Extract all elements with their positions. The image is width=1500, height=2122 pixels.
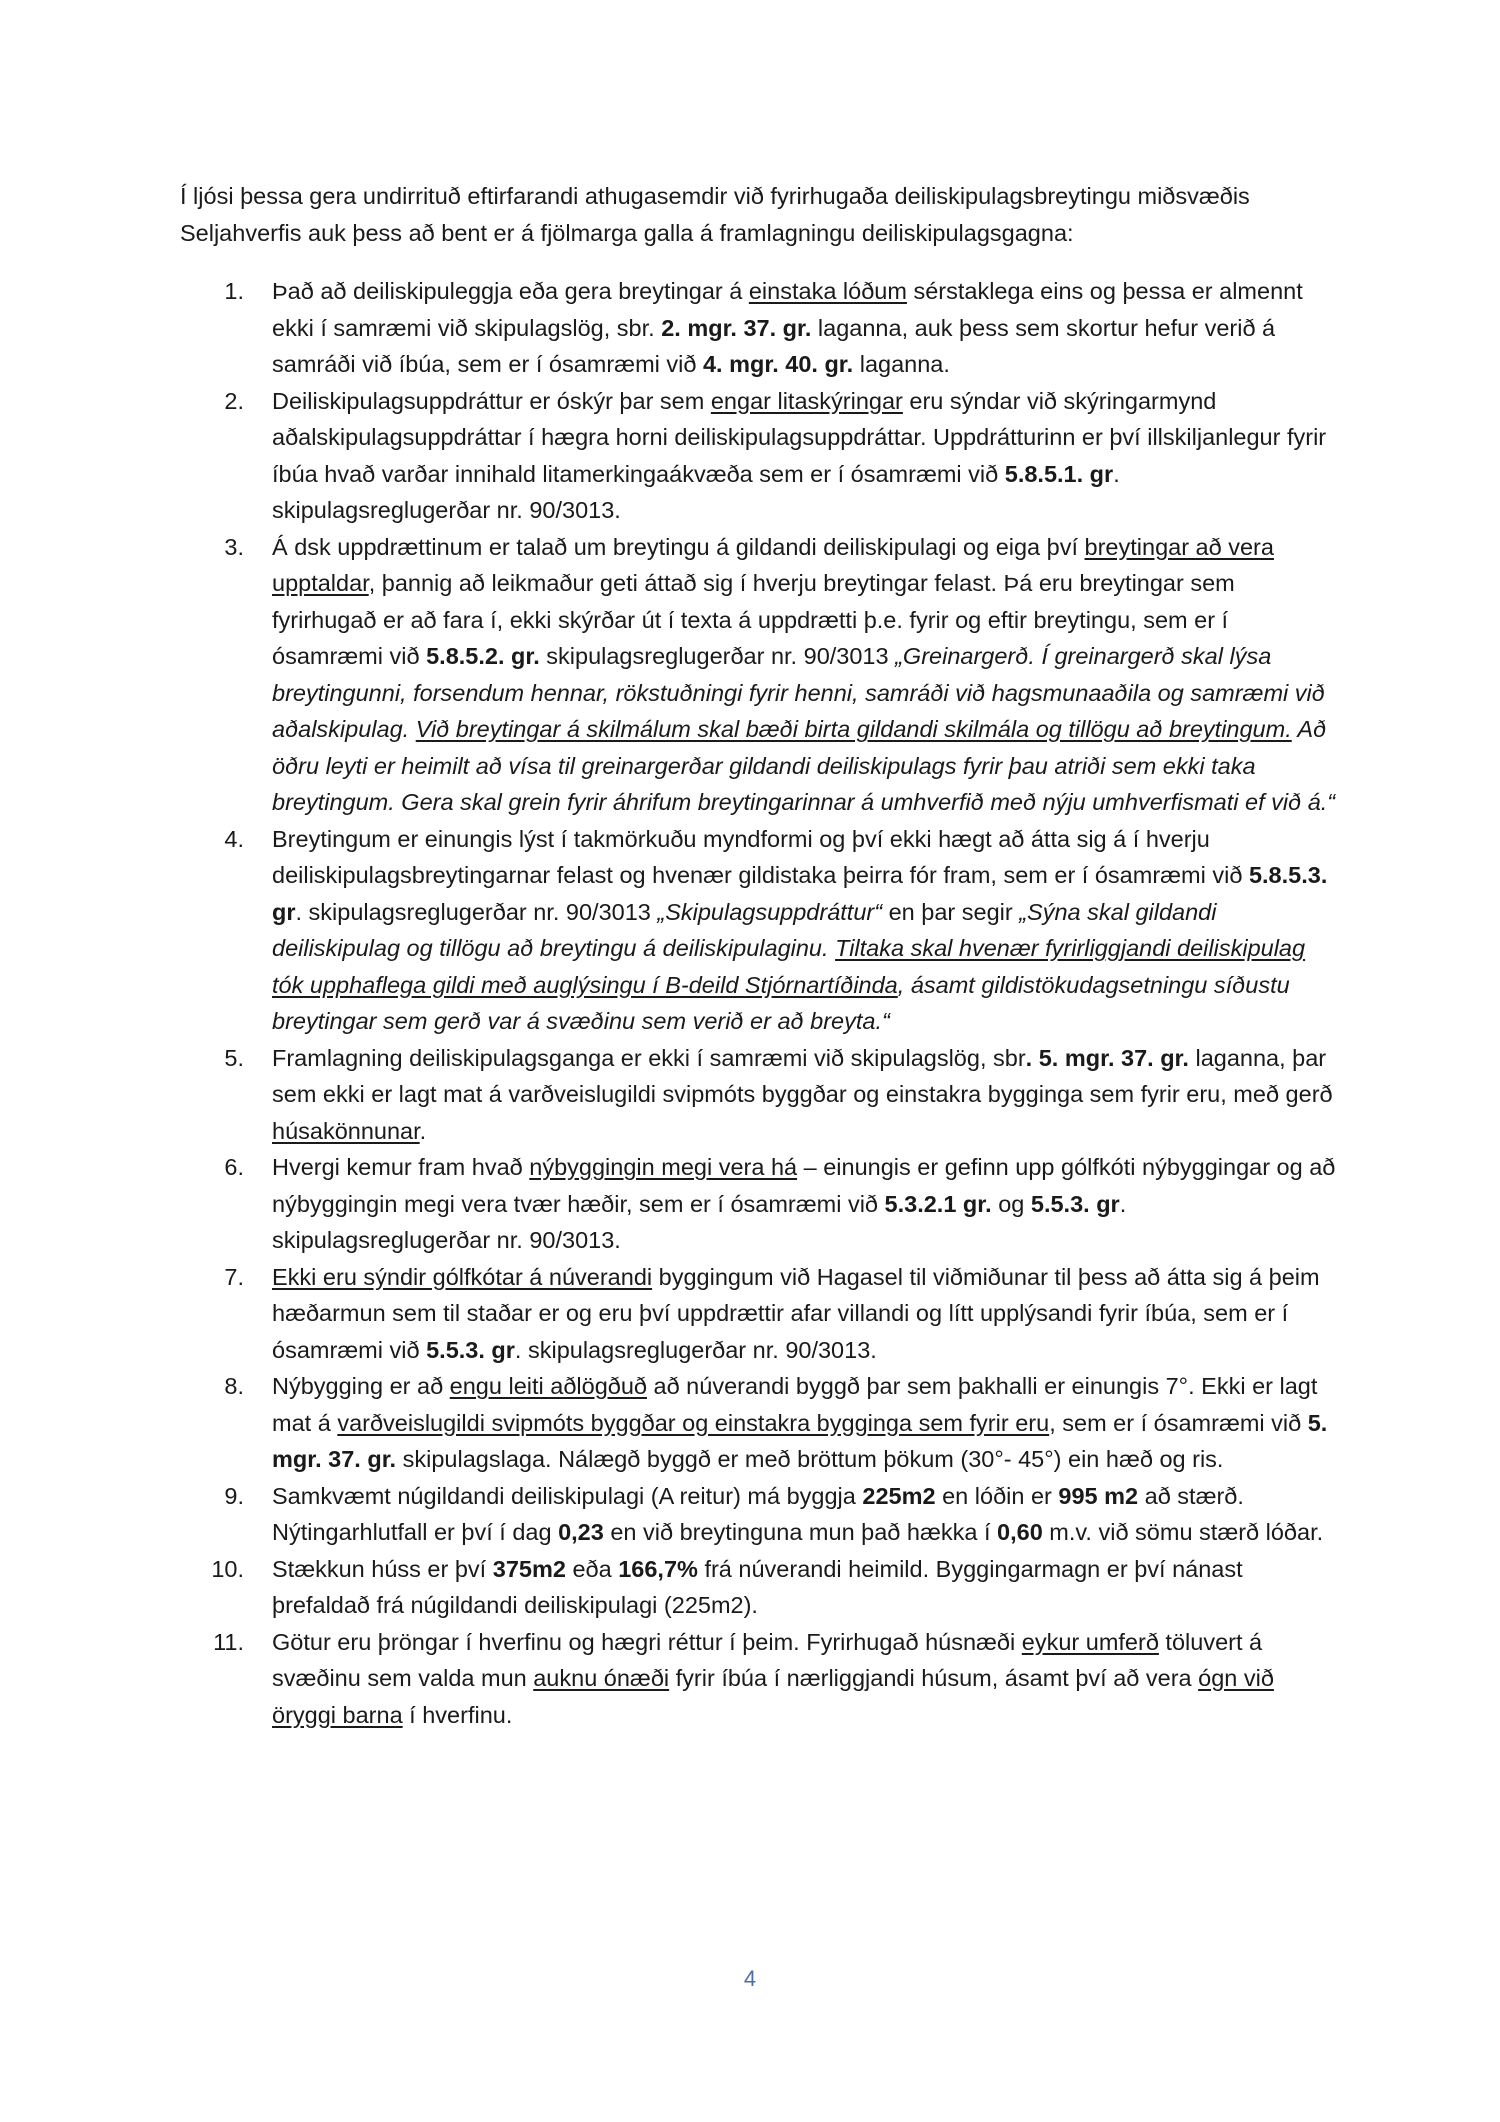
list-item-text: en þar segir <box>882 898 1020 925</box>
list-item-text: 5.5.3. gr <box>426 1336 515 1363</box>
list-item-text: eru sýndar við skýringarmynd aðalskipulagsuppdráttar í hægra horni deiliskipulagsuppdráttar. Uppdrátturinn er því illskiljanlegur fyrir íbúa hvað varðar innihald litamerkingaákvæða sem er í ósamræmi við <box>272 387 1327 487</box>
list-item-text: Það að deiliskipuleggja eða gera breytingar á <box>272 278 749 304</box>
objections-list <box>180 273 1340 1733</box>
list-item-text: ógn við öryggi barna <box>272 1665 1274 1728</box>
list-item-text: í hverfinu. <box>402 1701 513 1728</box>
list-item-text: en við breytinguna mun það hækka í <box>603 1519 998 1545</box>
list-item-text: 2. mgr. 37. gr. <box>661 314 812 341</box>
list-item-text: og <box>991 1190 1031 1217</box>
list-item <box>180 821 1340 1040</box>
list-item <box>180 1624 1340 1734</box>
list-item-text: nýbyggingin megi vera há <box>529 1154 798 1180</box>
list-item-text: varðveislugildi svipmóts byggðar og einstakra bygginga sem fyrir eru <box>337 1409 1050 1436</box>
list-item-text: , þannig að leikmaður geti áttað sig í hverju breytingar felast. Þá eru breytingar sem fyrirhugað er að fara í, ekki skýrðar út í texta á uppdrætti þ.e. fyrir og eftir breytingu, sem er í ósamræmi við <box>272 570 1235 669</box>
list-item-number: 7. <box>224 1263 244 1290</box>
list-item-number: 10. <box>211 1555 244 1582</box>
list-item-text: . skipulagsreglugerðar nr. 90/3013 <box>295 898 658 925</box>
list-item-text: „Sýna skal gildandi deiliskipulag og tillögu að breytingu á deiliskipulaginu. <box>272 898 1217 961</box>
list-item-text: að núverandi byggð þar sem þakhalli er einungis 7°. Ekki er lagt mat á <box>272 1373 1318 1436</box>
list-item-text: Stækkun húss er því <box>272 1555 493 1582</box>
list-item-text: 5.8.5.1. gr <box>1004 460 1114 487</box>
list-item-text: byggingum við Hagasel til viðmiðunar til þess að átta sig á þeim hæðarmun sem til staðar er og eru því uppdrættir afar villandi og lítt upplýsandi fyrir íbúa, sem er í ósamræmi við <box>272 1263 1320 1363</box>
list-item-text: 4. mgr. 40. gr. <box>702 351 854 377</box>
list-item-text: einstaka lóðum <box>748 278 907 304</box>
list-item-text: 225m2 <box>862 1482 936 1509</box>
document-page <box>180 178 1340 1733</box>
list-item <box>180 273 1340 383</box>
list-item-text: laganna, þar sem ekki er lagt mat á varðveislugildi svipmóts byggðar og einstakra bygginga sem fyrir eru, með gerð <box>272 1044 1333 1107</box>
list-item-text: . 5. mgr. 37. gr. <box>1025 1044 1189 1071</box>
list-item-text: laganna, auk þess sem skortur hefur verið á samráði við íbúa, sem er í ósamræmi við <box>272 314 1276 377</box>
list-item-text: Framlagning deiliskipulagsganga er ekki í samræmi við skipulagslög, sbr <box>272 1044 1026 1071</box>
list-item-number: 8. <box>224 1373 244 1399</box>
list-item-text: 995 m2 <box>1058 1482 1139 1509</box>
list-item-text: Við breytingar á skilmálum skal bæði birta gildandi skilmála og tillögu að breytingum. <box>415 716 1292 742</box>
list-item-text: – einungis er gefinn upp gólfkóti nýbyggingar og að nýbyggingin megi vera tvær hæðir, sem er í ósamræmi við <box>272 1154 1336 1217</box>
list-item-text: Götur eru þröngar í hverfinu og hægri réttur í þeim. Fyrirhugað húsnæði <box>272 1628 1022 1655</box>
list-item-text: 375m2 <box>492 1555 566 1582</box>
list-item-text: Á dsk uppdrættinum er talað um breytingu á gildandi deiliskipulagi og eiga því <box>272 533 1085 560</box>
list-item-text: en lóðin er <box>935 1482 1059 1509</box>
list-item <box>180 1040 1340 1150</box>
list-item-text: Nýbygging er að <box>272 1373 450 1399</box>
list-item-text: skipulagsreglugerðar nr. 90/3013 <box>539 643 896 669</box>
list-item-text: fyrir íbúa í nærliggjandi húsum, ásamt því að vera <box>669 1665 1199 1691</box>
list-item-text: laganna. <box>853 351 950 377</box>
list-item-text: eykur umferð <box>1021 1628 1159 1655</box>
list-item-number: 5. <box>224 1044 244 1071</box>
list-item-text: „Greinargerð. Í greinargerð skal lýsa breytingunni, forsendum hennar, rökstuðningi fyrir henni, samráði við hagsmunaaðila og samræmi við aðalskipulag. <box>272 643 1325 742</box>
list-item-text: . skipulagsreglugerðar nr. 90/3013. <box>272 460 1120 523</box>
list-item-text: . skipulagsreglugerðar nr. 90/3013. <box>272 1190 1127 1253</box>
list-item-text: 5.8.5.3. gr <box>272 862 1328 925</box>
list-item-text: breytingar að vera upptaldar <box>272 533 1274 596</box>
list-item <box>180 1478 1340 1551</box>
list-item-number: 11. <box>213 1628 244 1655</box>
list-item-text: . <box>419 1117 427 1144</box>
list-item-text: eða <box>565 1555 619 1582</box>
list-item-text: töluvert á svæðinu sem valda mun <box>272 1628 1263 1691</box>
list-item <box>180 1149 1340 1259</box>
list-item-text: , sem er í ósamræmi við <box>1049 1409 1308 1436</box>
list-item-text: húsakönnunar <box>272 1117 420 1144</box>
list-item-text: 5.3.2.1 gr. <box>884 1190 992 1217</box>
list-item <box>180 1259 1340 1369</box>
list-item-number: 6. <box>224 1154 244 1180</box>
list-item-text: 5.5.3. gr <box>1030 1190 1120 1217</box>
list-item <box>180 383 1340 529</box>
list-item-text: Breytingum er einungis lýst í takmörkuðu myndformi og því ekki hægt að átta sig á í hverju deiliskipulagsbreytingarnar felast og hvenær gildistaka þeirra fór fram, sem er í ósamræmi við <box>272 825 1249 888</box>
list-item-text: 0,23 <box>558 1519 604 1545</box>
list-item-text: auknu ónæði <box>533 1665 670 1691</box>
list-item-text: frá núverandi heimild. Byggingarmagn er því nánast þrefaldað frá núgildandi deiliskipulagi (225m2). <box>272 1555 1243 1618</box>
list-item-text: engar litaskýringar <box>710 387 903 414</box>
list-item-text: skipulagslaga. Nálægð byggð er með bröttum þökum (30°- 45°) ein hæð og ris. <box>396 1446 1224 1472</box>
list-item-text: Hvergi kemur fram hvað <box>272 1154 530 1180</box>
list-item <box>180 1368 1340 1478</box>
list-item-text: 5.8.5.2. gr. <box>426 643 540 669</box>
list-item <box>180 1551 1340 1624</box>
list-item-text: Ekki eru sýndir gólfkótar á núverandi <box>272 1263 653 1290</box>
list-item-number: 9. <box>224 1482 244 1509</box>
page-number: 4 <box>743 1966 757 1991</box>
list-item-text: Að öðru leyti er heimilt að vísa til greinargerðar gildandi deiliskipulags fyrir þau atriði sem ekki taka breytingum. Gera skal grein fyrir áhrifum breytingarinnar á umhverfið með nýju umhverfismati ef við á.“ <box>272 716 1336 815</box>
list-item-text: engu leiti aðlögðuð <box>449 1373 647 1399</box>
intro-paragraph: Í ljósi þessa gera undirrituð eftirfarandi athugasemdir við fyrirhugaða deiliskipulagsbreytingu miðsvæðis Seljahverfis auk þess að bent er á fjölmarga galla á framlagningu deiliskipulagsgagna: <box>180 183 1250 246</box>
list-item-text: Samkvæmt núgildandi deiliskipulagi (A reitur) má byggja <box>272 1482 863 1509</box>
list-item-text: að stærð. Nýtingarhlutfall er því í dag <box>272 1482 1244 1545</box>
list-item-number: 2. <box>224 387 244 414</box>
list-item-text: , ásamt gildistökudagsetningu síðustu breytingar sem gerð var á svæðinu sem verið er að breyta.“ <box>272 971 1290 1034</box>
list-item-text: „Skipulagsuppdráttur“ <box>657 898 883 925</box>
list-item-text: 166,7% <box>618 1555 698 1582</box>
list-item-number: 4. <box>224 825 244 852</box>
list-item <box>180 529 1340 821</box>
list-item-text: Tiltaka skal hvenær fyrirliggjandi deiliskipulag tók upphaflega gildi með auglýsingu í B-deild Stjórnartíðinda <box>272 935 1306 998</box>
list-item-number: 1. <box>224 278 244 304</box>
list-item-text: 5. mgr. 37. gr. <box>272 1409 1328 1472</box>
list-item-text: . skipulagsreglugerðar nr. 90/3013. <box>514 1336 877 1363</box>
list-item-number: 3. <box>224 533 244 560</box>
list-item-text: Deiliskipulagsuppdráttur er óskýr þar sem <box>272 387 711 414</box>
list-item-text: 0,60 <box>997 1519 1043 1545</box>
list-item-text: sérstaklega eins og þessa er almennt ekki í samræmi við skipulagslög, sbr. <box>272 278 1303 341</box>
list-item-text: m.v. við sömu stærð lóðar. <box>1042 1519 1324 1545</box>
